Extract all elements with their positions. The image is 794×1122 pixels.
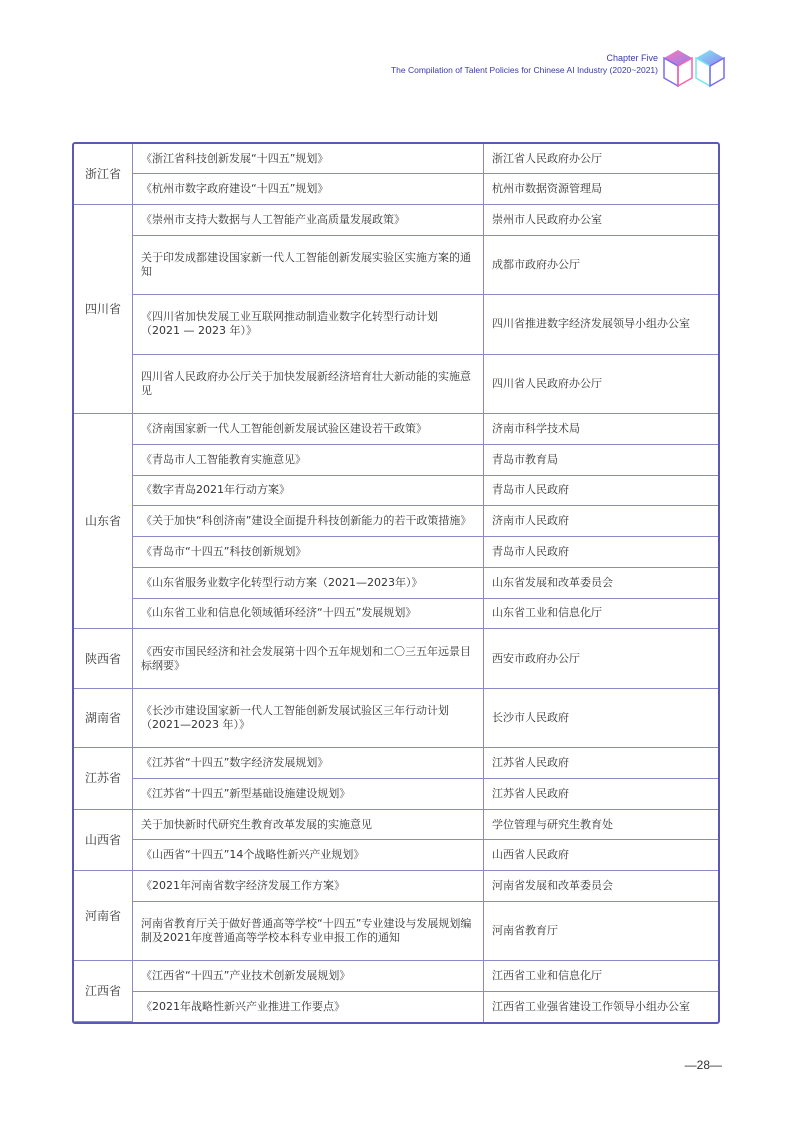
table-row: [74, 629, 718, 688]
province-cell: 江苏省: [74, 748, 133, 810]
department-cell: 青岛市教育局: [484, 444, 719, 475]
policy-cell: 《崇州市支持大数据与人工智能产业高质量发展政策》: [133, 204, 484, 235]
province-cell: 陕西省: [74, 629, 133, 688]
department-cell: 青岛市人民政府: [484, 537, 719, 568]
province-cell: 四川省: [74, 204, 133, 413]
table-row: [74, 961, 718, 992]
table-row: [74, 414, 718, 445]
policy-cell: 《济南国家新一代人工智能创新发展试验区建设若干政策》: [133, 414, 484, 445]
province-cell: 湖南省: [74, 688, 133, 747]
policy-table-body: [74, 144, 718, 1022]
policy-cell: 《浙江省科技创新发展“十四五”规划》: [133, 144, 484, 174]
table-row: [74, 871, 718, 902]
department-cell: 江苏省人民政府: [484, 748, 719, 779]
policy-cell: 四川省人民政府办公厅关于加快发展新经济培育壮大新动能的实施意见: [133, 354, 484, 413]
policy-cell: 河南省教育厅关于做好普通高等学校“十四五”专业建设与发展规划编制及2021年度普通高等学校本科专业申报工作的通知: [133, 901, 484, 960]
province-cell: 山西省: [74, 809, 133, 871]
table-row: [74, 235, 718, 294]
table-row: [74, 901, 718, 960]
department-cell: 济南市人民政府: [484, 506, 719, 537]
table-row: [74, 537, 718, 568]
chapter-label: Chapter Five: [606, 53, 658, 63]
department-cell: 江西省工业和信息化厅: [484, 961, 719, 992]
policy-cell: 《青岛市“十四五”科技创新规划》: [133, 537, 484, 568]
policy-cell: 《江苏省“十四五”新型基础设施建设规划》: [133, 778, 484, 809]
policy-cell: 《青岛市人工智能教育实施意见》: [133, 444, 484, 475]
table-row: [74, 174, 718, 205]
policy-cell: 《2021年战略性新兴产业推进工作要点》: [133, 992, 484, 1022]
policy-cell: 《山东省服务业数字化转型行动方案（2021—2023年）》: [133, 567, 484, 598]
table-row: [74, 295, 718, 354]
policy-cell: 《杭州市数字政府建设“十四五”规划》: [133, 174, 484, 205]
department-cell: 河南省发展和改革委员会: [484, 871, 719, 902]
policy-cell: 《山东省工业和信息化领域循环经济“十四五”发展规划》: [133, 598, 484, 629]
table-row: [74, 778, 718, 809]
department-cell: 四川省推进数字经济发展领导小组办公室: [484, 295, 719, 354]
table-row: [74, 567, 718, 598]
table-row: [74, 598, 718, 629]
province-cell: 山东省: [74, 414, 133, 629]
policy-cell: 《长沙市建设国家新一代人工智能创新发展试验区三年行动计划（2021—2023 年）》: [133, 688, 484, 747]
policy-cell: 《关于加快“科创济南”建设全面提升科技创新能力的若干政策措施》: [133, 506, 484, 537]
table-row: [74, 748, 718, 779]
cube-logo-icon: [660, 44, 732, 94]
table-row: [74, 992, 718, 1022]
department-cell: 山西省人民政府: [484, 840, 719, 871]
chapter-subtitle: The Compilation of Talent Policies for Chinese AI Industry (2020~2021): [390, 65, 658, 75]
department-cell: 成都市政府办公厅: [484, 235, 719, 294]
policy-cell: 《江西省“十四五”产业技术创新发展规划》: [133, 961, 484, 992]
policy-cell: 《四川省加快发展工业互联网推动制造业数字化转型行动计划（2021 — 2023 年）》: [133, 295, 484, 354]
policy-cell: 《数字青岛2021年行动方案》: [133, 475, 484, 506]
department-cell: 青岛市人民政府: [484, 475, 719, 506]
chapter-header: [391, 52, 658, 76]
province-cell: 河南省: [74, 871, 133, 961]
policy-cell: 《2021年河南省数字经济发展工作方案》: [133, 871, 484, 902]
department-cell: 江苏省人民政府: [484, 778, 719, 809]
department-cell: 长沙市人民政府: [484, 688, 719, 747]
table-row: [74, 354, 718, 413]
policy-cell: 《西安市国民经济和社会发展第十四个五年规划和二〇三五年远景目标纲要》: [133, 629, 484, 688]
table-row: [74, 144, 718, 174]
policy-table-frame: [72, 142, 720, 1024]
table-row: [74, 475, 718, 506]
department-cell: 济南市科学技术局: [484, 414, 719, 445]
department-cell: 浙江省人民政府办公厅: [484, 144, 719, 174]
department-cell: 杭州市数据资源管理局: [484, 174, 719, 205]
table-row: [74, 688, 718, 747]
table-row: [74, 506, 718, 537]
department-cell: 河南省教育厅: [484, 901, 719, 960]
policy-cell: 《江苏省“十四五”数字经济发展规划》: [133, 748, 484, 779]
table-row: [74, 204, 718, 235]
department-cell: 崇州市人民政府办公室: [484, 204, 719, 235]
department-cell: 四川省人民政府办公厅: [484, 354, 719, 413]
department-cell: 学位管理与研究生教育处: [484, 809, 719, 840]
policy-table: [74, 144, 718, 1022]
province-cell: 江西省: [74, 961, 133, 1022]
policy-cell: 《山西省“十四五”14个战略性新兴产业规划》: [133, 840, 484, 871]
department-cell: 江西省工业强省建设工作领导小组办公室: [484, 992, 719, 1022]
policy-cell: 关于印发成都建设国家新一代人工智能创新发展实验区实施方案的通知: [133, 235, 484, 294]
table-row: [74, 809, 718, 840]
department-cell: 山东省发展和改革委员会: [484, 567, 719, 598]
table-row: [74, 444, 718, 475]
department-cell: 山东省工业和信息化厅: [484, 598, 719, 629]
table-row: [74, 840, 718, 871]
page-number: —28—: [684, 1058, 722, 1072]
policy-cell: 关于加快新时代研究生教育改革发展的实施意见: [133, 809, 484, 840]
department-cell: 西安市政府办公厅: [484, 629, 719, 688]
province-cell: 浙江省: [74, 144, 133, 204]
